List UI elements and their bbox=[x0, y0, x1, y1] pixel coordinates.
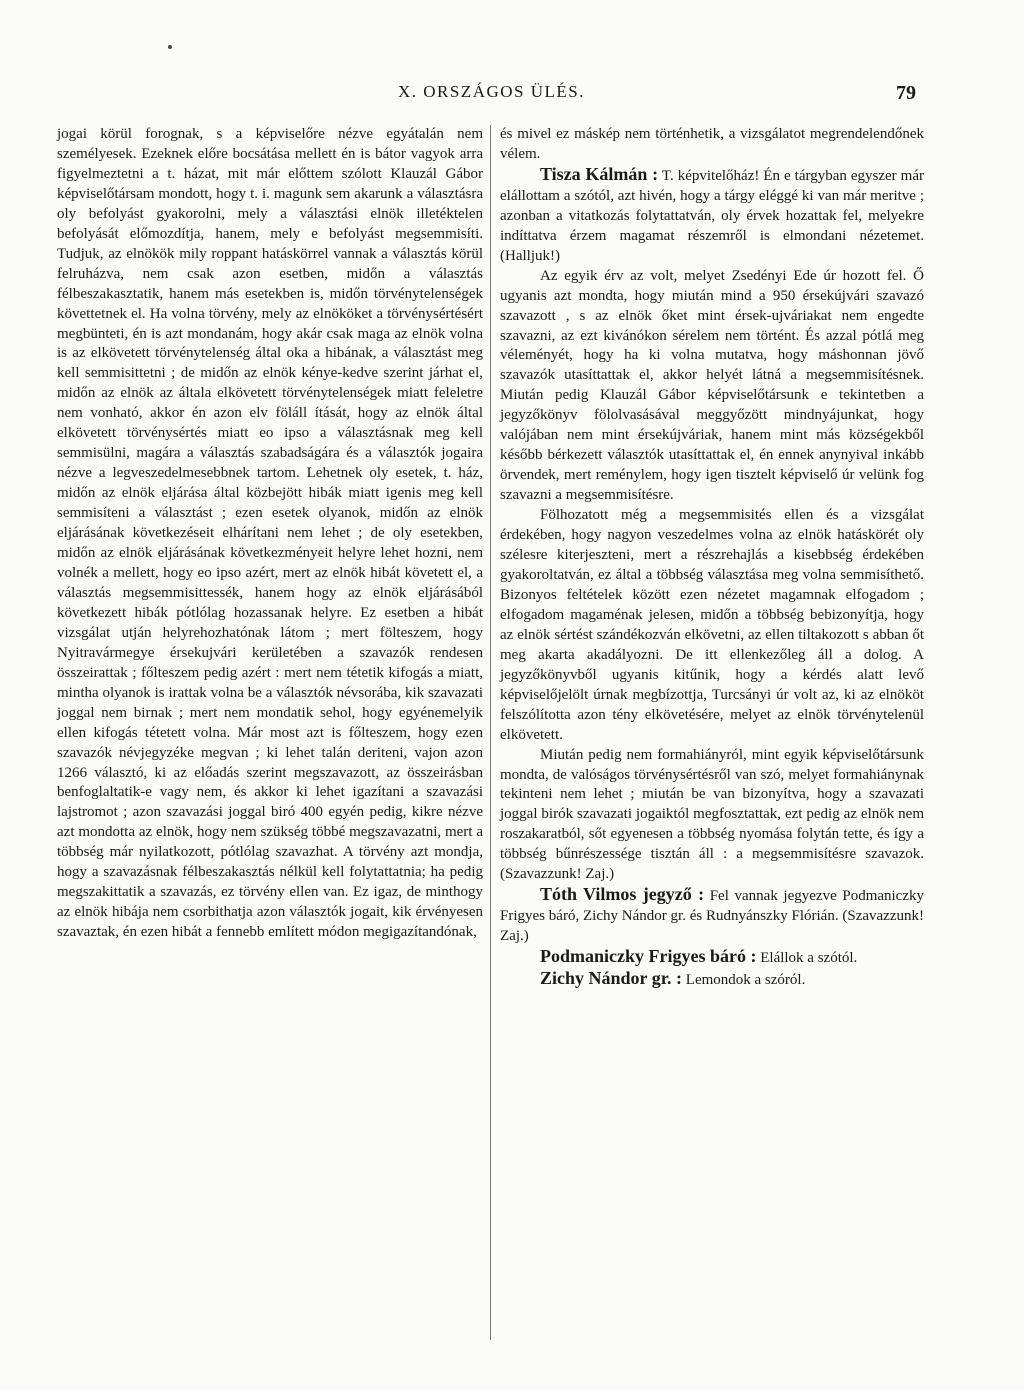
column-divider bbox=[490, 125, 491, 1340]
page-header bbox=[0, 82, 1024, 112]
speech-text: Lemondok a szóról. bbox=[682, 972, 806, 989]
speaker-name: Tisza Kálmán : bbox=[540, 163, 659, 184]
speaker-name: Tóth Vilmos jegyző : bbox=[540, 884, 705, 905]
ink-speck bbox=[168, 45, 172, 49]
paragraph: Fölhozatott még a megsemmisités ellen és a vizsgálat érdekében, hogy nagyon veszedelmes volna az elnök hatáskörét oly szélesre kiterjeszteni, mert a részrehajlás a kisebbség érdekében gyakoroltatván, ez által a többség választása meg volna semmisíthető. Bizonyos feltételek között ezen nézetet magamnak elfogadom ; elfogadom magaménak jelesen, midőn a többség bebizonyítja, hogy az elnök sértést szándékozván elkövetni, az ellen tiltakozott s abban őt meg akarta akadályozni. De itt ellenkezőleg áll a dolog. A jegyzőkönyvből ugyanis kitűnik, hogy a kérdés alatt levő képviselőjelölt úrnak megbízottja, Turcsányi úr volt az, ki az elnököt felszólította azon tény elkövetésére, melyet az elnök törvénytelenül elkövetett. bbox=[500, 507, 924, 743]
left-column bbox=[57, 125, 483, 943]
speech-text: Elállok a szótól. bbox=[756, 950, 858, 967]
speech-paragraph bbox=[500, 969, 924, 991]
speaker-name: Podmaniczky Frigyes báró : bbox=[540, 946, 757, 967]
speech-paragraph bbox=[500, 885, 924, 947]
speech-paragraph bbox=[500, 947, 924, 969]
paragraph: jogai körül forognak, s a képviselőre nézve egyátalán nem személyesek. Ezeknek előre bocsátása mellett én is bátor vagyok arra figyelmeztetni a t. házat, mit már előttem szólott Klauzál Gábor képviselőtársam mondott, hogy t. i. magunk sem akarunk a választásra oly befolyást gyakorolni, mely a választási elnök illetéktelen befolyását előmozdítja, hanem, mely e befolyást megsemmisíti. Tudjuk, az elnökök mily roppant hatáskörrel vannak a választás körül felruházva, nem csak azon esetben, midőn a választás félbeszakasztatik, hanem más esetekben is, midőn törvénytelenségek követtetnek el. Ha volna törvény, mely az elnököket a törvénysértésért megbünteti, én is azt mondanám, hogy akár csak maga az elnök volna is az elkövetett törvénytelenség által oka a hibának, a választást meg kell semmisittetni ; de midőn az elnök kénye-kedve szerint járhat el, midőn az elnök az általa elkövetett törvénytelenségek miatt feleletre nem vonható, akkor én azon elv föláll ítását, hogy az elnök által elkövetett törvénysértés miatt eo ipso a választásnak meg kell semmisülni, magára a választás szabadságára és a választók jogaira nézve a legveszedelmesebbnek tartom. Lehetnek oly esetek, t. ház, midőn az elnök eljárása által közbejött hibák miatt igenis meg kell semmisíteni a választást ; ezen esetek olyanok, midőn az elnök eljárásának következéseit elhárítani nem lehet ; de oly esetekben, midőn az elnök eljárásának következményeit helyre lehet hozni, nem volnék a mellett, hogy eo ipso azért, mert az elnök hibát követett el, a választás megsemmisittessék, hanem hogy az elnök eljárásából következett hibák pótlólag hozassanak helyre. Ez esetben a hibát vizsgálat utján helyrehozhatónak látom ; mert fölteszem, hogy Nyitravármegye érsekujvári kerületében a szavazók rendesen összeirattak ; főlteszem pedig azért : mert nem tétetik kifogás a miatt, mintha olyanok is irattak volna be a választók névsorába, kik szavazati joggal nem birnak ; mert nem mondatik sehol, hogy egyénemelyik ellen kifogás tétetett volna. Már most azt is főlteszem, hogy ezen szavazók névjegyzéke megvan ; ki lehet talán deriteni, vajon azon 1266 választó, ki az előadás szerint megszavazott, az összeirásban benfoglaltatik-e vagy nem, és akkor ki lehet igazítani a szavazási lajstromot ; azon szavazási joggal biró 400 egyén pedig, kikre nézve azt mondotta az elnök, hogy nem szükség többé megszavazatni, mert a többség már nyilatkozott, pótlólag szavazhat. A törvény azt mondja, hogy a szavazásnak félbeszakasztás nélkül kell folytattatnia; ha pedig megszakittatik a szavazás, ez törvény ellen van. Ez igaz, de minthogy az elnök hibája nem csorbithatja azon választók jogait, kik érvényesen szavaztak, én ezen hibát a fennebb említett módon megigazítandónak, bbox=[57, 126, 483, 941]
speech-text: Fel vannak jegyezve Podmaniczky Frigyes báró, Zichy Nándor gr. és Rudnyánszky Flórián. (Szavazzunk! Zaj.) bbox=[500, 888, 924, 945]
speech-paragraph bbox=[500, 165, 924, 267]
paragraph: Miután pedig nem formahiányról, mint egyik képviselőtársunk mondta, de valóságos törvénysértésről van szó, melyet formahiánynak tekinteni nem lehet ; miután be van bizonyítva, hogy a szavazati joggal birók szavazati jogaiktól megfosztattak, ezt pedig az elnök nem roszakaratból, sőt egyenesen a többség nyomása folytán tette, és így a többség bűnrészessége tisztán áll : a megsemmisítésre szavazok. (Szavazzunk! Zaj.) bbox=[500, 746, 924, 883]
paragraph: és mivel ez máskép nem történhetik, a vizsgálatot megrendelendőnek vélem. bbox=[500, 126, 924, 162]
speaker-name: Zichy Nándor gr. : bbox=[540, 968, 683, 989]
speech-text: T. képvitelőház! Én e tárgyban egyszer már elállottam a szótól, azt hivén, hogy a tárgy eléggé ki van már meritve ; azonban a vitatkozás folytattatván, oly érvek hozattak fel, melyekre indíttatva érzem magamat részemről is elmondani nézetemet. (Halljuk!) bbox=[500, 167, 924, 264]
page-number: 79 bbox=[896, 82, 916, 104]
running-title: X. ORSZÁGOS ÜLÉS. bbox=[398, 82, 586, 101]
right-column bbox=[500, 125, 924, 991]
paragraph: Az egyik érv az volt, melyet Zsedényi Ede úr hozott fel. Ő ugyanis azt mondta, hogy miután mind a 950 érsekújvári szavazó szavazott , s az elnök őket mint érsek-ujváriakat nem engedte szavazni, az ezt kivánókon sérelem nem történt. És azzal pótlá meg véleményét, hogy ha ki volna mutatva, hogy máshonnan jövő szavazók utasíttattak el, akkor helyét látná a megsemmisítésnek. Miután pedig Klauzál Gábor képviselőtársunk e tekintetben a jegyzőkönyv fölolvasásával meggyőzött mindnyájunkat, hogy valójában nem mint érsekújváriak, hanem mint más községekből később bérkezett választók utasíttattak el, én ennek anynyival inkább örvendek, mert reménylem, hogy igen tisztelt képviselő úr velünk fog szavazni a megsemmisítésre. bbox=[500, 267, 924, 504]
